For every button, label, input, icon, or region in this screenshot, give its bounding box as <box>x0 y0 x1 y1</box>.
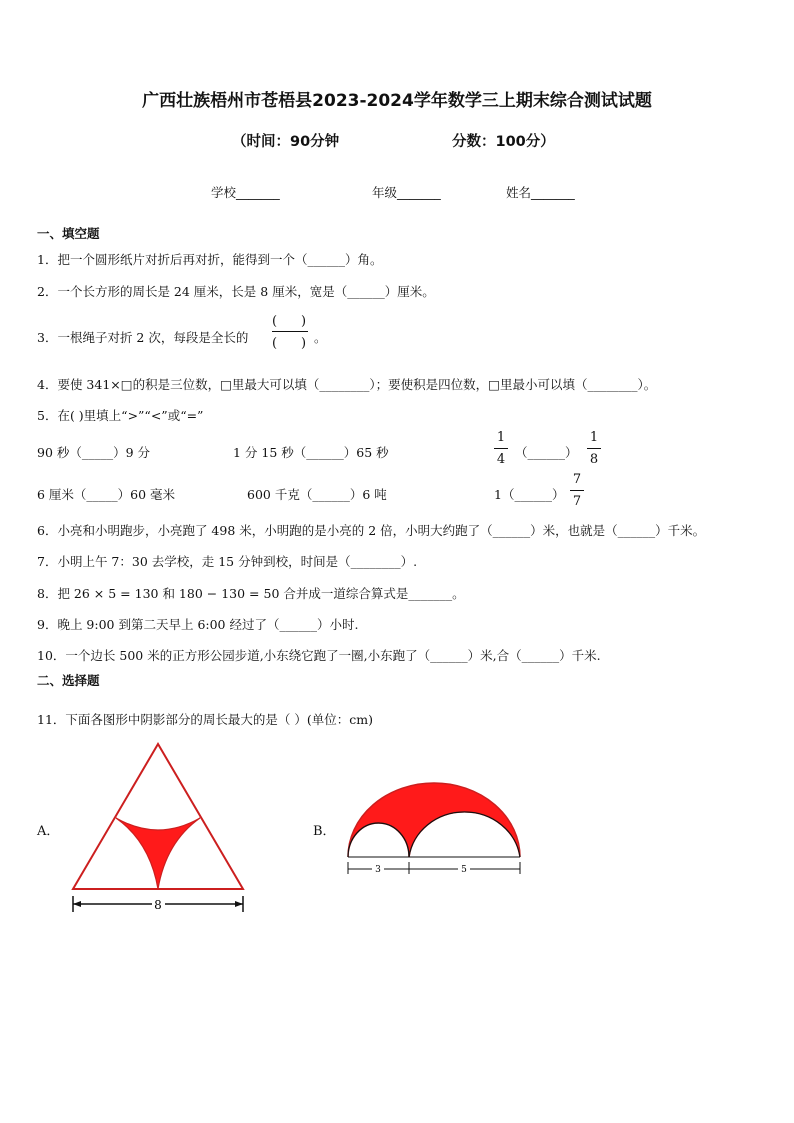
q5-item-b3: 1（______） <box>494 487 565 502</box>
exam-time: （时间：90分钟 <box>232 134 340 150</box>
fraction-numerator: 1 <box>496 430 506 445</box>
question-3: 3．一根绳子对折 2 次，每段是全长的 <box>37 330 249 345</box>
fraction-numerator: 7 <box>572 472 582 487</box>
q5-item-a2: 1 分 15 秒（______）65 秒 <box>233 445 389 460</box>
figure-b-semicircle <box>340 778 530 880</box>
q5-fraction-1-4 <box>494 431 508 466</box>
question-5: 5．在( )里填上“>”“<”或“=” <box>37 408 204 423</box>
section-heading-fill: 一、填空题 <box>37 226 100 241</box>
q5-item-a1: 90 秒（_____）9 分 <box>37 445 151 460</box>
q5-item-a3: （______） <box>515 445 578 460</box>
section-heading-choice: 二、选择题 <box>37 673 100 688</box>
question-1: 1．把一个圆形纸片对折后再对折，能得到一个（______）角。 <box>37 252 383 267</box>
question-6: 6．小亮和小明跑步，小亮跑了 498 米，小明跑的是小亮的 2 倍，小明大约跑了（______）米，也就是（______）千米。 <box>37 523 706 538</box>
option-a-label: A． <box>37 824 60 839</box>
figure-a-triangle <box>60 738 260 918</box>
question-3-end: 。 <box>314 330 327 345</box>
figure-a-shaded-region <box>116 818 200 889</box>
question-2: 2．一个长方形的周长是 24 厘米，长是 8 厘米，宽是（______）厘米。 <box>37 284 435 299</box>
school-field: 学校_______ <box>211 185 280 200</box>
fraction-denominator: 4 <box>496 452 506 467</box>
question-8: 8．把 26 × 5 = 130 和 180 − 130 = 50 合并成一道综合算式是_______。 <box>37 586 465 601</box>
q5-fraction-7-7 <box>570 473 584 508</box>
question-9: 9．晚上 9:00 到第二天早上 6:00 经过了（______）小时. <box>37 617 359 632</box>
question-7: 7．小明上午 7：30 去学校，走 15 分钟到校，时间是（________）. <box>37 554 418 569</box>
question-4: 4．要使 341×□的积是三位数，□里最大可以填（________）；要使积是四位数，□里最小可以填（________）。 <box>37 377 657 392</box>
fraction-denominator: 8 <box>589 452 599 467</box>
fraction-denominator: 7 <box>572 494 582 509</box>
question-3-blank-fraction: ( ) ( ) <box>272 314 307 351</box>
figure-a-dimension: 8 <box>154 898 162 912</box>
fraction-numerator: 1 <box>589 430 599 445</box>
grade-field: 年级_______ <box>372 185 441 200</box>
q5-item-b2: 600 千克（______）6 吨 <box>247 487 387 502</box>
figure-b-dimension-5: 5 <box>461 865 467 875</box>
name-field: 姓名_______ <box>506 185 575 200</box>
question-11: 11．下面各图形中阴影部分的周长最大的是（ ）(单位：cm) <box>37 712 373 727</box>
q5-fraction-1-8 <box>587 431 601 466</box>
exam-score: 分数：100分） <box>452 134 555 150</box>
q5-item-b1: 6 厘米（_____）60 毫米 <box>37 487 176 502</box>
figure-b-dimension-3: 3 <box>375 865 381 875</box>
question-10: 10．一个边长 500 米的正方形公园步道,小东绕它跑了一圈,小东跑了（______）米,合（______）千米. <box>37 648 601 663</box>
page-title: 广西壮族梧州市苍梧县2023-2024学年数学三上期末综合测试试题 <box>142 91 652 111</box>
option-b-label: B． <box>313 824 336 839</box>
